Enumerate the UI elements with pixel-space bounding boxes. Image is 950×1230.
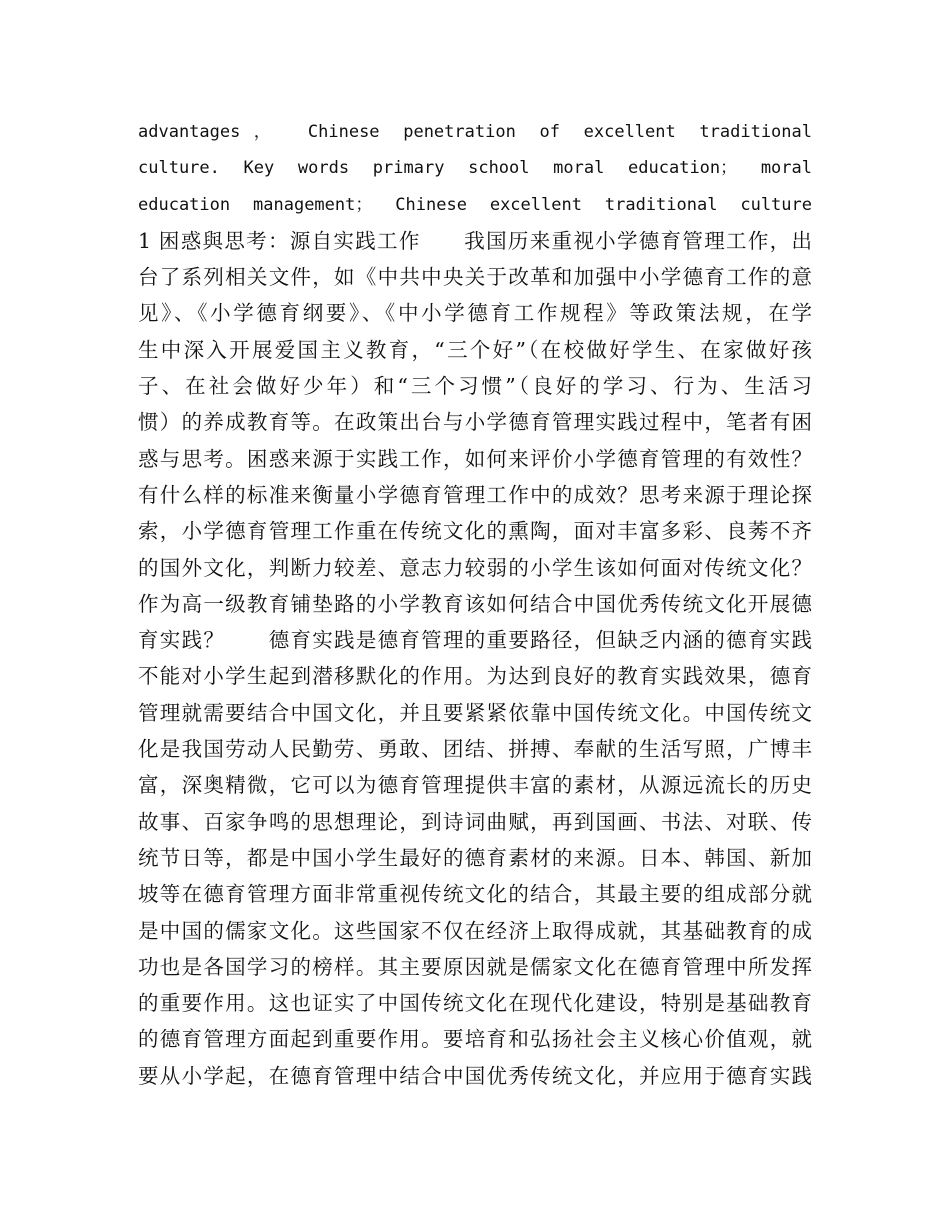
text-line: 富，深奥精微，它可以为德育管理提供丰富的素材，从源远流长的历史 [138,773,812,798]
text-line: culture. Key words primary school moral education； moral [138,158,812,179]
body-text [138,114,812,1094]
text-line: 功也是各国学习的榜样。其主要原因就是儒家文化在德育管理中所发挥 [138,954,812,979]
text-line: advantages， Chinese penetration of excellent traditional [138,122,812,142]
text-line: 育实践？ 德育实践是德育管理的重要路径，但缺乏内涵的德育实践 [138,628,812,653]
text-line: 坡等在德育管理方面非常重视传统文化的结合，其最主要的组成部分就 [138,882,812,907]
text-line: 的国外文化，判断力较差、意志力较弱的小学生该如何面对传统文化？ [138,555,812,580]
text-line: 化是我国劳动人民勤劳、勇敢、团结、拼搏、奉献的生活写照，广博丰 [138,737,812,762]
text-line: 是中国的儒家文化。这些国家不仅在经济上取得成就，其基础教育的成 [138,918,812,943]
text-line: 作为高一级教育铺垫路的小学教育该如何结合中国优秀传统文化开展德 [138,591,812,616]
text-line: 不能对小学生起到潜移默化的作用。为达到良好的教育实践效果，德育 [138,664,812,689]
text-line: 见》、《小学德育纲要》、《中小学德育工作规程》等政策法规，在学 [138,301,812,326]
text-line: 台了系列相关文件，如《中共中央关于改革和加强中小学德育工作的意 [138,265,812,290]
text-line: 惯）的养成教育等。在政策出台与小学德育管理实践过程中，笔者有困 [138,410,812,435]
text-line: 的德育管理方面起到重要作用。要培育和弘扬社会主义核心价值观，就 [138,1027,812,1052]
text-line: 1 困惑與思考：源自实践工作 我国历来重视小学德育管理工作，出 [138,228,812,253]
text-line: 有什么样的标准来衡量小学德育管理工作中的成效？思考来源于理论探 [138,482,812,507]
text-line: 索，小学德育管理工作重在传统文化的熏陶，面对丰富多彩、良莠不齐 [138,519,812,544]
text-line: 生中深入开展爱国主义教育，“三个好”（在校做好学生、在家做好孩 [138,337,812,362]
text-line: 子、在社会做好少年）和“三个习惯”（良好的学习、行为、生活习 [138,374,812,399]
text-line: 管理就需要结合中国文化，并且要紧紧依靠中国传统文化。中国传统文 [138,700,812,725]
text-line: 的重要作用。这也证实了中国传统文化在现代化建设，特别是基础教育 [138,991,812,1016]
text-line: 要从小学起，在德育管理中结合中国优秀传统文化，并应用于德育实践 [138,1063,812,1088]
text-line: 故事、百家争鸣的思想理论，到诗词曲赋，再到国画、书法、对联、传 [138,809,812,834]
text-line: education management； Chinese excellent traditional culture [138,194,812,215]
text-line: 惑与思考。困惑来源于实践工作，如何来评价小学德育管理的有效性？ [138,446,812,471]
text-line: 统节日等，都是中国小学生最好的德育素材的来源。日本、韩国、新加 [138,845,812,870]
